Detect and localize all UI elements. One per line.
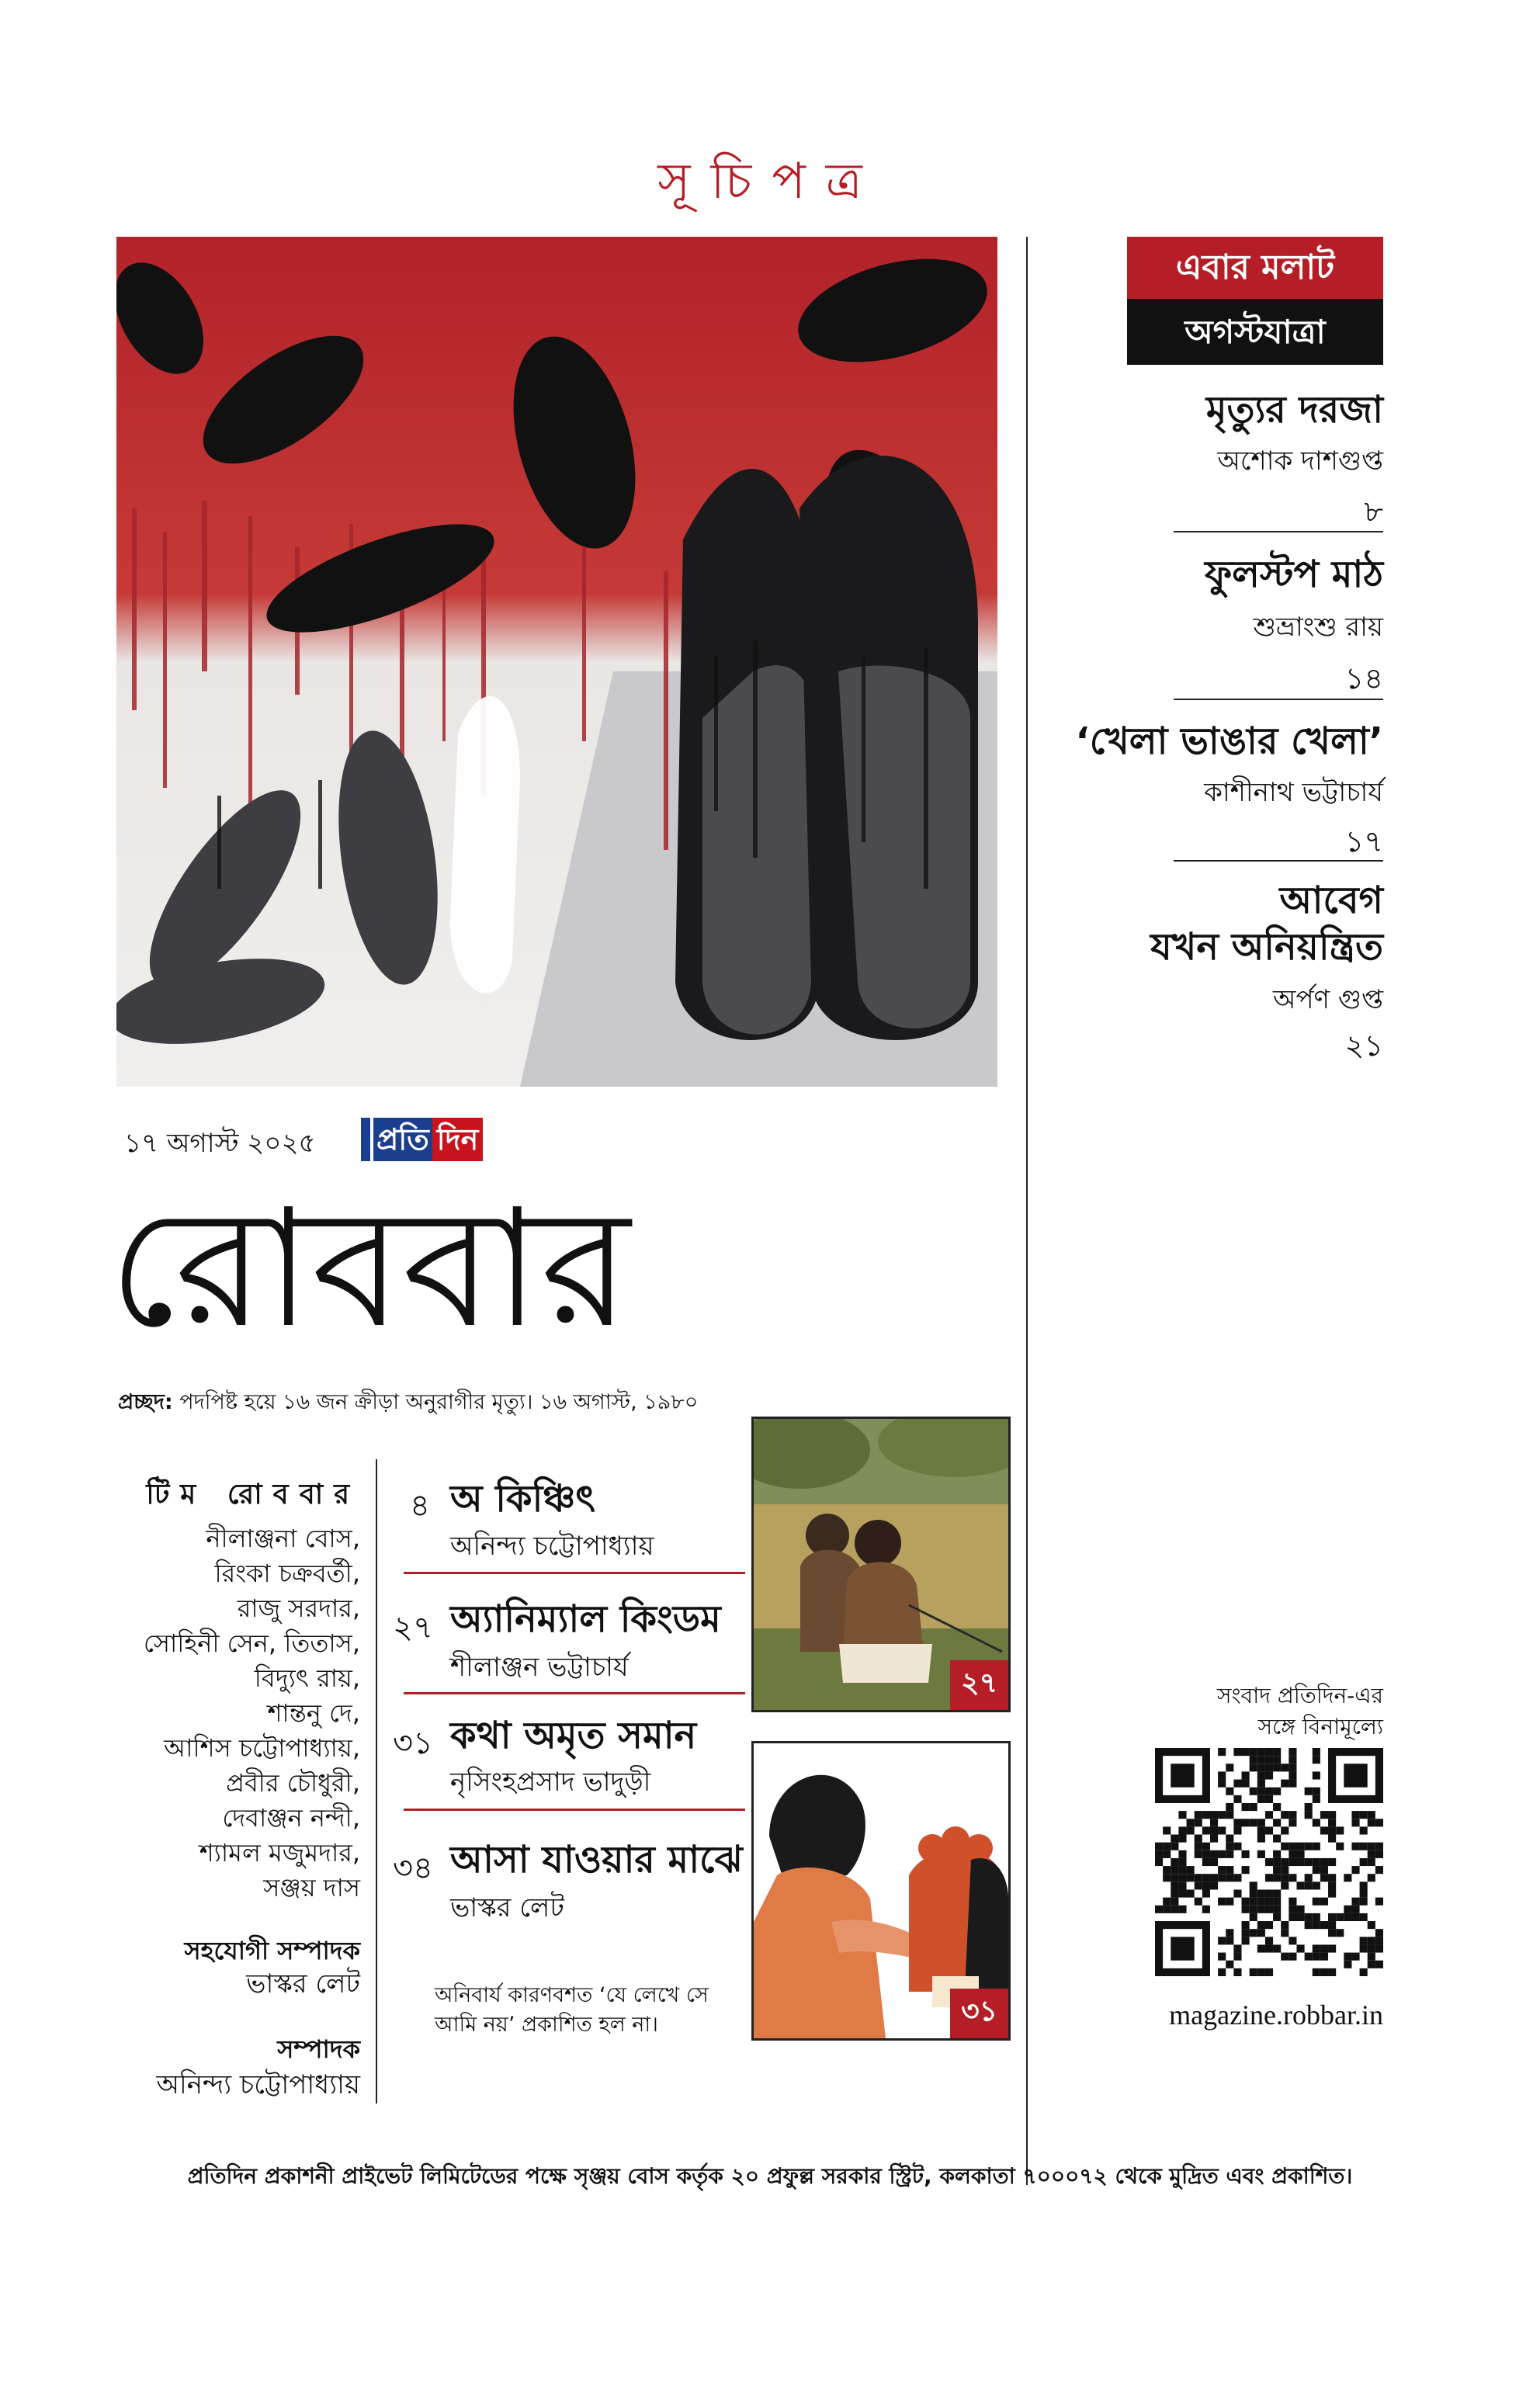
team-list (144, 1521, 360, 1906)
team-member: প্রবীর চৌধুরী, (226, 1768, 360, 1798)
content-author: শীলাঞ্জন ভট্টাচার্য (450, 1652, 629, 1683)
cover-story-label: এবার মলাট (1127, 237, 1383, 299)
content-author: অনিন্দ্য চট্টোপাধ্যায় (450, 1531, 654, 1562)
editor-name: অনিন্দ্য চট্টোপাধ্যায় (156, 2069, 360, 2100)
article-title[interactable]: আবেগ (1279, 879, 1383, 922)
team-member: দেবাঞ্জন নন্দী, (222, 1803, 360, 1833)
cover-caption-text: পদপিষ্ট হয়ে ১৬ জন ক্রীড়া অনুরাগীর মৃত্যু। ১৬ অগাস্ট, ১৯৮০ (172, 1390, 699, 1414)
issue-date: ১৭ অগাস্ট ২০২৫ (124, 1128, 316, 1159)
article-divider (1174, 531, 1383, 532)
article-page: ২১ (1344, 1028, 1383, 1063)
content-divider (404, 1809, 745, 1811)
team-member: আশিস চট্টোপাধ্যায়, (164, 1733, 360, 1763)
logo-part1: প্রতি (373, 1118, 432, 1161)
thumbnail-page-tag: ২৭ (950, 1660, 1008, 1710)
team-divider (376, 1459, 377, 2103)
team-member: শ্যামল মজুমদার, (199, 1838, 360, 1868)
team-member: নীলাঞ্জনা বোস, (206, 1524, 360, 1553)
article-author: অর্পণ গুপ্ত (1273, 984, 1383, 1015)
publisher-footer: প্রতিদিন প্রকাশনী প্রাইভেট লিমিটেডের পক্ষে সৃঞ্জয় বোস কর্তৃক ২০ প্রফুল্ল সরকার স্ট্রিট, কলকাতা ৭০০০৭২ থেকে মুদ্রিত এবং প্রকাশিত। (187, 2163, 1353, 2189)
logo-part2: দিন (432, 1118, 484, 1161)
team-member: সোহিনী সেন, তিতাস, (143, 1628, 360, 1658)
team-member: রাজু সরদার, (237, 1594, 360, 1623)
magazine-url[interactable]: magazine.robbar.in (1169, 1999, 1383, 2031)
masthead: রোববার (109, 1174, 630, 1364)
editor-role: সম্পাদক (277, 2034, 360, 2064)
article-title[interactable]: ফুলস্টপ মাঠ (1205, 553, 1383, 596)
article-page: ৮ (1364, 494, 1383, 529)
cover-artwork (116, 237, 997, 1087)
content-page-number: ৩১ (393, 1725, 433, 1761)
page-heading: সূচিপত্র (657, 153, 883, 210)
content-title[interactable]: আসা যাওয়ার মাঝে (450, 1838, 743, 1881)
article-author: কাশীনাথ ভট্টাচার্য (1204, 777, 1383, 808)
cover-story-subject[interactable]: অগস্টযাত্রা (1127, 299, 1383, 365)
article-divider (1174, 860, 1383, 862)
logo-bar-icon (361, 1118, 370, 1161)
cover-illustration (116, 237, 997, 1087)
content-page-number: ৩৪ (393, 1850, 433, 1886)
article-author: অশোক দাশগুপ্ত (1217, 446, 1383, 477)
content-author: নৃসিংহপ্রসাদ ভাদুড়ী (450, 1767, 651, 1798)
thumbnail-katha-amrita[interactable] (751, 1741, 1011, 2041)
content-title[interactable]: কথা অমৃত সমান (450, 1714, 697, 1757)
team-heading: টিম রোববার (146, 1479, 360, 1510)
team-member: বিদ্যুৎ রায়, (254, 1663, 360, 1693)
cover-caption-label: প্রচ্ছদ: (118, 1390, 173, 1414)
assoc-editor-role: সহযোগী সম্পাদক (184, 1936, 360, 1965)
article-page: ১৪ (1344, 661, 1383, 695)
pratidin-logo (361, 1116, 483, 1163)
article-title-line2[interactable]: যখন অনিয়ন্ত্রিত (1150, 925, 1383, 969)
article-divider (1174, 699, 1383, 700)
content-divider (404, 1692, 745, 1694)
team-member: সঞ্জয় দাস (263, 1873, 360, 1902)
content-page-number: ২৭ (393, 1610, 434, 1646)
team-member: রিংকা চক্রবর্তী, (214, 1559, 360, 1588)
qr-code-icon (1155, 1748, 1383, 1976)
vertical-divider (1026, 237, 1028, 2185)
qr-code[interactable] (1155, 1748, 1383, 1976)
cover-caption (118, 1386, 698, 1421)
article-page: ১৭ (1344, 824, 1383, 858)
content-page-number: ৪ (410, 1488, 430, 1524)
notice-text: অনিবার্য কারণবশত ‘যে লেখে সে আমি নয়’ প্রকাশিত হল না। (435, 1983, 709, 2037)
assoc-editor-name: ভাস্কর লেট (246, 1968, 360, 1999)
content-divider (404, 1572, 745, 1574)
article-title[interactable]: মৃত্যুর দরজা (1205, 388, 1383, 432)
team-member: শান্তনু দে, (267, 1698, 360, 1728)
qr-caption (1217, 1680, 1383, 1743)
qr-caption-line2: সঙ্গে বিনামূল্যে (1257, 1714, 1383, 1739)
qr-caption-line1: সংবাদ প্রতিদিন-এর (1216, 1683, 1383, 1708)
thumbnail-page-tag: ৩১ (950, 1989, 1008, 2038)
content-title[interactable]: অ কিঞ্চিৎ (450, 1477, 595, 1521)
thumbnail-animal-kingdom[interactable] (751, 1417, 1011, 1712)
content-title[interactable]: অ্যানিম্যাল কিংডম (450, 1597, 721, 1641)
content-author: ভাস্কর লেট (450, 1892, 564, 1923)
article-title[interactable]: ‘খেলা ভাঙার খেলা’ (1075, 720, 1383, 763)
article-author: শুভ্রাংশু রায় (1253, 612, 1383, 643)
